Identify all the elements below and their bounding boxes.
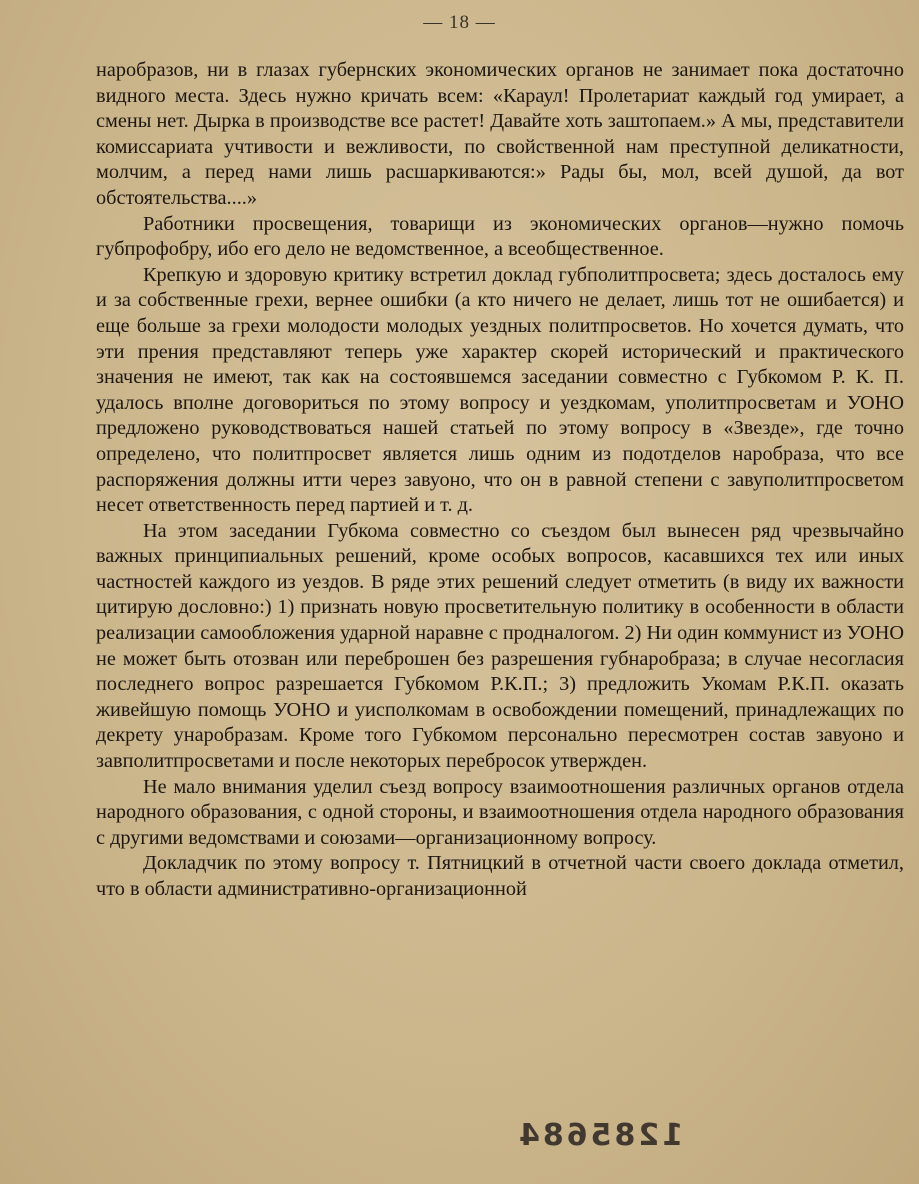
paragraph-5: Не мало внимания уделил съезд вопросу взаимоотношения различных органов отдела народного образования, с одной стороны, и взаимоотношения отдела народного образования с другими ведомствами и союзами—организационному вопросу.: [96, 775, 904, 849]
paragraph-1: наробразов, ни в глазах губернских экономических органов не занимает пока достаточно видного места. Здесь нужно кричать всем: «Караул! Пролетариат каждый год умирает, а смены нет. Дырка в производстве все растет! Давайте хоть заштопаем.» А мы, представители комиссариата учтивости и вежливости, по свойственной нам преступной деликатности, молчим, а перед нами лишь расшаркиваются:» Рады бы, мол, всей душой, да вот обстоятельства....»: [96, 59, 904, 209]
paragraph-3: Крепкую и здоровую критику встретил доклад губполитпросвета; здесь досталось ему и за собственные грехи, вернее ошибки (а кто ничего не делает, лишь тот не ошибается) и еще больше за грехи молодости молодых уездных политпросветов. Но хочется думать, что эти прения представляют теперь уже характер скорей исторический и практического значения не имеют, так как на состоявшемся заседании совместно с Губкомом Р. К. П. удалось вполне договориться по этому вопросу и уездкомам, уполитпросветам и УОНО предложено руководствоваться нашей статьей по этому вопросу в «Звезде», где точно определено, что политпросвет является лишь одним из подотделов наробраза, что все распоряжения должны итти через завуоно, что он в равной степени с завуполитпросветом несет ответственность перед партией и т. д.: [96, 263, 904, 517]
paragraph-6: Докладчик по этому вопросу т. Пятницкий в отчетной части своего доклада отметил, что в области административно-организационной: [96, 852, 904, 900]
paragraph-4: На этом заседании Губкома совместно со съездом был вынесен ряд чрезвычайно важных принципиальных решений, кроме особых вопросов, касавшихся тех или иных частностей каждого из уездов. В ряде этих решений следует отметить (в виду их важности цитирую дословно:) 1) признать новую просветительную политику в особенности в области реализации самообложения ударной наравне с продналогом. 2) Ни один коммунист из УОНО не может быть отозван или переброшен без разрешения губнаробраза; в случае несогласия последнего вопрос разрешается Губкомом Р.К.П.; 3) предложить Укомам Р.К.П. оказать живейшую помощь УОНО и уисполкомам в освобождении помещений, принадлежащих по декрету унаробразам. Кроме того Губкомом персонально пересмотрен состав завуоно и завполитпросветами и после некоторых перебросок утвержден.: [96, 519, 904, 773]
paragraph-2: Работники просвещения, товарищи из экономических органов—нужно помочь губпрофобру, ибо его дело не ведомственное, а всеобщественное.: [96, 212, 904, 261]
page-number: — 18 —: [423, 12, 496, 33]
inventory-stamp: 1285684: [516, 1118, 684, 1153]
text-body: [96, 58, 904, 903]
